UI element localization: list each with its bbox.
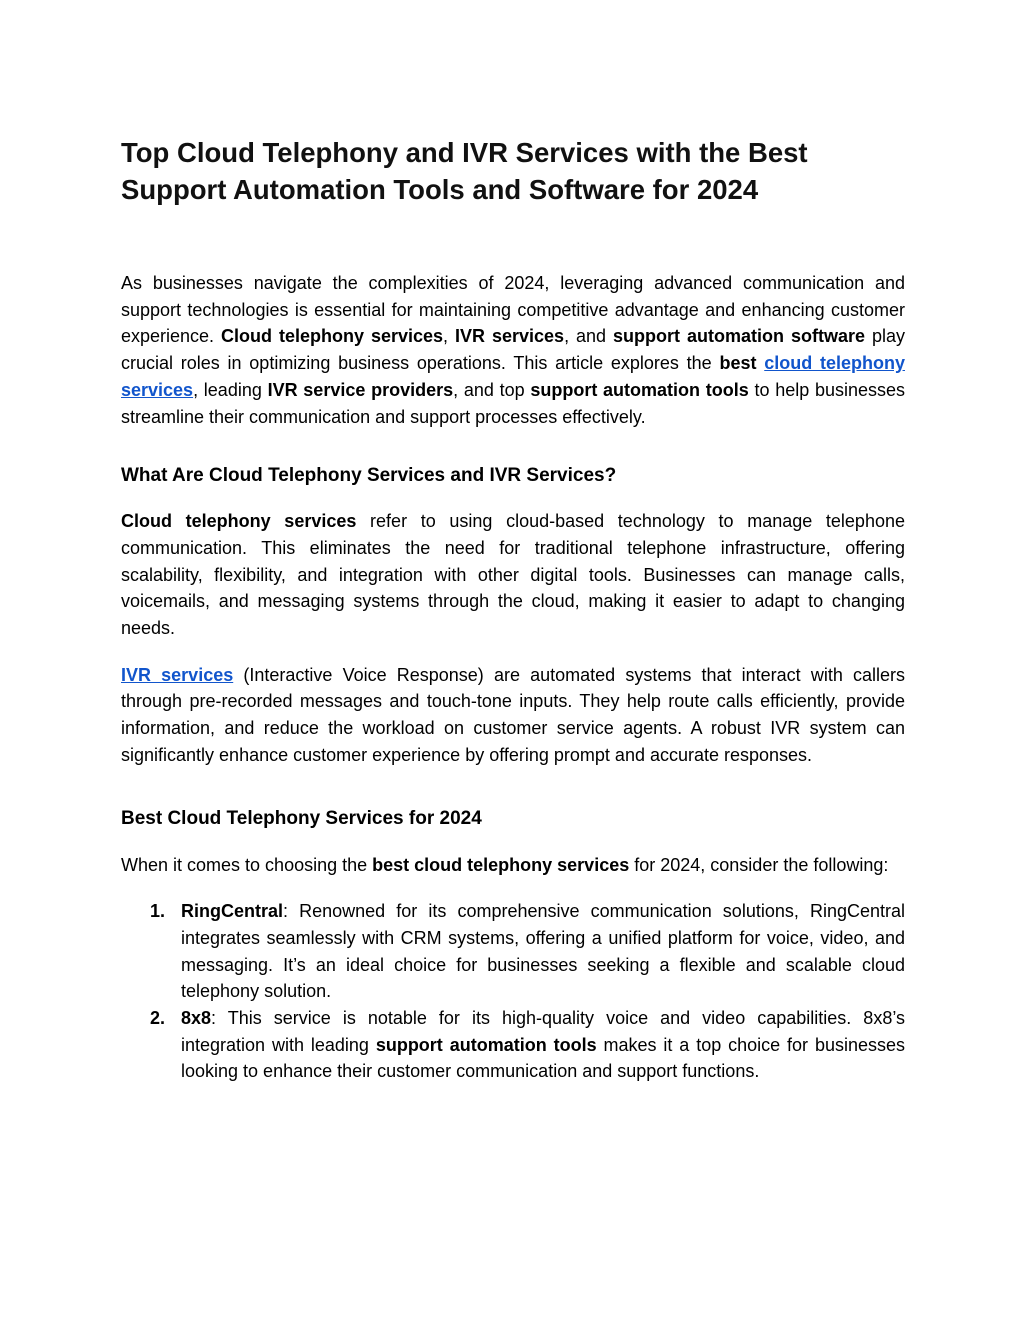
cloud-telephony-services-link[interactable]: cloud telephony services [121, 353, 905, 400]
services-list [121, 898, 905, 1085]
document-content [121, 134, 905, 1085]
intro-paragraph [121, 270, 905, 430]
title-line-2: Support Automation Tools and Software for 2024 [121, 174, 759, 205]
ivr-services-text: (Interactive Voice Response) are automated systems that interact with callers through pre-recorded messages and touch-tone inputs. They help route calls efficiently, provide information, and reduce the workload on customer service agents. A robust IVR system can significantly enhance customer experience by offering prompt and accurate responses. [121, 664, 906, 765]
choosing-bold: best cloud telephony services [372, 854, 630, 875]
section-heading-what-are: What Are Cloud Telephony Services and IVR Services? [121, 465, 617, 487]
intro-text-7: , and top [453, 379, 531, 400]
choosing-text-1: When it comes to choosing the [121, 854, 373, 875]
intro-text-4: play crucial roles in optimizing business operations. This article explores the [121, 326, 905, 374]
intro-text-3: , and [564, 326, 614, 347]
intro-bold-ivr-service-providers: IVR service providers [267, 379, 454, 400]
cloud-telephony-paragraph [121, 508, 905, 642]
ivr-services-paragraph [121, 662, 905, 769]
intro-bold-support-automation-software: support automation software [613, 326, 865, 347]
section-heading-best-cloud: Best Cloud Telephony Services for 2024 [121, 807, 482, 829]
ivr-services-link[interactable]: IVR services [121, 664, 234, 685]
intro-text-2: , [443, 326, 456, 347]
list-item-ringcentral [121, 898, 905, 1005]
list-item-text: : Renowned for its comprehensive communication solutions, RingCentral integrates seamlessly with CRM systems, offering a unified platform for voice, video, and messaging. It’s an ideal choice for businesses seeking a flexible and scalable cloud telephony solution. [181, 901, 905, 1002]
intro-text-1: As businesses navigate the complexities of 2024, leveraging advanced communication and support technologies is essential for maintaining competitive advantage and enhancing customer experience. [121, 273, 905, 347]
intro-text-6: , leading [193, 379, 268, 400]
list-number: 1. [150, 901, 166, 922]
intro-bold-best: best [719, 353, 757, 374]
list-number: 2. [150, 1008, 166, 1029]
intro-text-8: to help businesses streamline their communication and support processes effectively. [121, 379, 905, 427]
choosing-paragraph [121, 852, 905, 879]
list-item-name: 8x8 [181, 1008, 212, 1029]
cloud-telephony-text: refer to using cloud-based technology to manage telephone communication. This eliminates the need for traditional telephone infrastructure, offering scalability, flexibility, and integration with other digital tools. Businesses can manage calls, voicemails, and messaging systems through the cloud, making it easier to adapt to changing needs. [121, 511, 905, 639]
list-item-text: : This service is notable for its high-quality voice and video capabilities. 8x8’s integration with leading [181, 1008, 905, 1055]
list-item-8x8 [121, 1005, 905, 1085]
list-item-name: RingCentral [181, 901, 284, 922]
cloud-telephony-bold: Cloud telephony services [121, 511, 357, 532]
list-item-bold: support automation tools [375, 1034, 597, 1055]
intro-bold-cloud-telephony: Cloud telephony services [221, 326, 444, 347]
list-item-text-end: makes it a top choice for businesses looking to enhance their customer communication and support functions. [181, 1034, 906, 1082]
choosing-text-2: for 2024, consider the following: [629, 854, 889, 875]
title-line-1: Top Cloud Telephony and IVR Services with the Best [121, 137, 808, 168]
intro-bold-ivr-services: IVR services [455, 326, 565, 347]
intro-bold-support-automation-tools: support automation tools [530, 379, 749, 400]
page-title [121, 134, 905, 208]
